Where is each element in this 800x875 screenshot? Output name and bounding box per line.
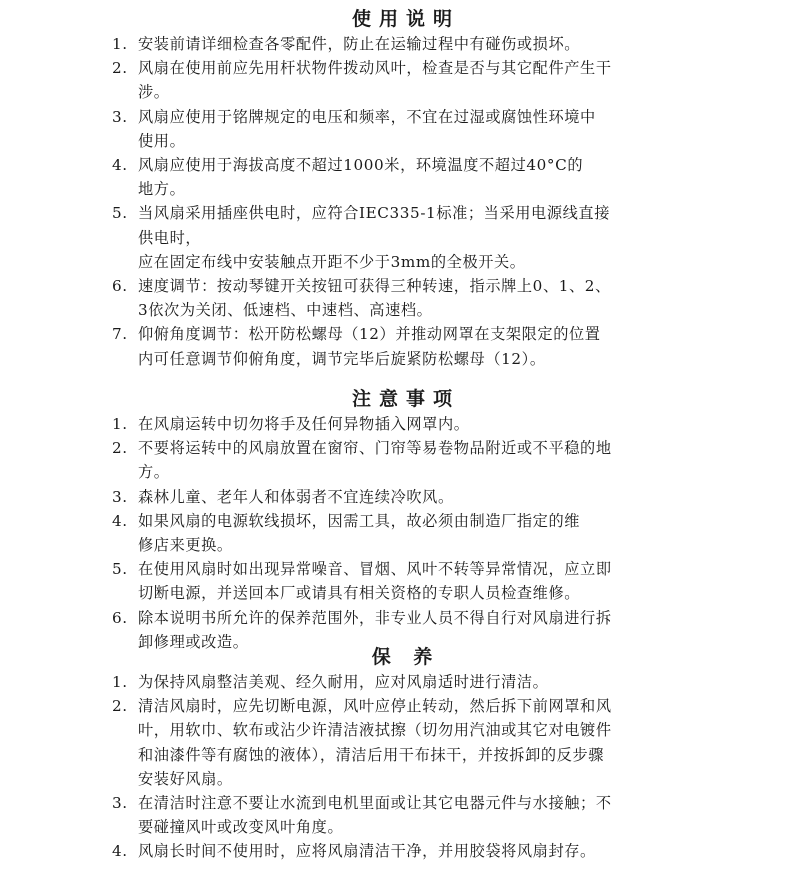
item-text-line: 仰俯角度调节：松开防松螺母（12）并推动网罩在支架限定的位置 xyxy=(138,325,601,344)
list-item xyxy=(112,791,692,839)
item-number: 4. xyxy=(112,842,128,861)
item-number: 6. xyxy=(112,608,128,627)
item-text-line: 和油漆件等有腐蚀的液体），清洁后用干布抹干，并按拆卸的反步骤 xyxy=(138,745,605,764)
item-text-line: 为保持风扇整洁美观、经久耐用，应对风扇适时进行清洁。 xyxy=(138,673,549,691)
item-text-line: 内可任意调节仰俯角度，调节完毕后旋紧防松螺母（12）。 xyxy=(138,349,546,368)
list-item xyxy=(112,509,692,557)
item-number: 5. xyxy=(112,204,128,223)
list-item xyxy=(112,105,692,153)
item-text-line: 当风扇采用插座供电时，应符合IEC335-1标准；当采用电源线直接 xyxy=(138,204,610,223)
maintenance-section xyxy=(112,644,692,864)
item-text-line: 涉。 xyxy=(138,83,170,102)
item-text-line: 应在固定布线中安装触点开距不少于3mm的全极开关。 xyxy=(138,252,526,271)
item-text-line: 除本说明书所允许的保养范围外，非专业人员不得自行对风扇进行拆 xyxy=(138,608,612,627)
list-item xyxy=(112,274,692,322)
maintenance-heading: 保 养 xyxy=(371,646,441,668)
item-text-line: 风扇在使用前应先用杆状物件拨动风叶，检查是否与其它配件产生干 xyxy=(138,59,612,78)
list-item xyxy=(112,412,692,436)
usage-instructions-section xyxy=(112,6,692,371)
item-text-line: 修店来更换。 xyxy=(138,536,233,555)
item-text-line: 3依次为关闭、低速档、中速档、高速档。 xyxy=(138,301,433,320)
item-text-line: 速度调节：按动琴键开关按钮可获得三种转速，指示牌上0、1、2、 xyxy=(138,277,611,296)
item-text-line: 地方。 xyxy=(138,180,186,199)
item-number: 2. xyxy=(112,439,128,458)
list-item xyxy=(112,56,692,104)
precautions-list xyxy=(112,412,692,654)
item-text-line: 在使用风扇时如出现异常噪音、冒烟、风叶不转等异常情况，应立即 xyxy=(138,560,612,579)
item-number: 3. xyxy=(112,794,128,813)
list-item xyxy=(112,201,692,274)
item-number: 3. xyxy=(112,487,128,506)
item-text-line: 使用。 xyxy=(138,131,186,150)
item-number: 2. xyxy=(112,697,128,716)
precautions-section xyxy=(112,386,692,654)
precautions-heading: 注意事项 xyxy=(351,388,460,410)
item-text-line: 森林儿童、老年人和体弱者不宜连续冷吹风。 xyxy=(138,487,454,506)
item-number: 1. xyxy=(112,35,128,53)
list-item xyxy=(112,485,692,509)
item-text-line: 风扇长时间不使用时，应将风扇清洁干净，并用胶袋将风扇封存。 xyxy=(138,842,596,861)
item-text-line: 安装好风扇。 xyxy=(138,769,233,788)
list-item xyxy=(112,670,692,694)
item-number: 7. xyxy=(112,325,128,344)
item-text-line: 叶，用软巾、软布或沾少许清洁液拭擦（切勿用汽油或其它对电镀件 xyxy=(138,721,612,740)
item-text-line: 方。 xyxy=(138,463,170,482)
item-number: 3. xyxy=(112,107,128,126)
item-text-line: 风扇应使用于铭牌规定的电压和频率，不宜在过湿或腐蚀性环境中 xyxy=(138,107,596,126)
list-item xyxy=(112,32,692,56)
item-text-line: 在清洁时注意不要让水流到电机里面或让其它电器元件与水接触；不 xyxy=(138,794,612,813)
maintenance-list xyxy=(112,670,692,864)
item-text-line: 安装前请详细检查各零配件，防止在运输过程中有碰伤或损坏。 xyxy=(138,35,581,53)
item-number: 4. xyxy=(112,511,128,530)
list-item xyxy=(112,153,692,201)
list-item xyxy=(112,322,692,370)
item-number: 1. xyxy=(112,415,128,433)
item-text-line: 如果风扇的电源软线损坏，因需工具，故必须由制造厂指定的维 xyxy=(138,511,581,530)
list-item xyxy=(112,839,692,863)
item-text-line: 风扇应使用于海拔高度不超过1000米，环境温度不超过40°C的 xyxy=(138,156,584,175)
item-number: 2. xyxy=(112,59,128,78)
item-text-line: 不要将运转中的风扇放置在窗帘、门帘等易卷物品附近或不平稳的地 xyxy=(138,439,612,458)
usage-instructions-list xyxy=(112,32,692,371)
item-number: 1. xyxy=(112,673,128,691)
item-text-line: 要碰撞风叶或改变风叶角度。 xyxy=(138,818,344,837)
item-text-line: 在风扇运转中切勿将手及任何异物插入网罩内。 xyxy=(138,415,470,433)
item-number: 4. xyxy=(112,156,128,175)
item-number: 6. xyxy=(112,277,128,296)
item-text-line: 清洁风扇时，应先切断电源，风叶应停止转动，然后拆下前网罩和风 xyxy=(138,697,612,716)
list-item xyxy=(112,557,692,605)
usage-instructions-heading: 使用说明 xyxy=(351,8,460,30)
item-text-line: 卸修理或改造。 xyxy=(138,632,249,651)
list-item xyxy=(112,436,692,484)
item-text-line: 切断电源，并送回本厂或请具有相关资格的专职人员检查维修。 xyxy=(138,584,581,603)
list-item xyxy=(112,694,692,791)
item-number: 5. xyxy=(112,560,128,579)
item-text-line: 供电时， xyxy=(138,228,202,247)
